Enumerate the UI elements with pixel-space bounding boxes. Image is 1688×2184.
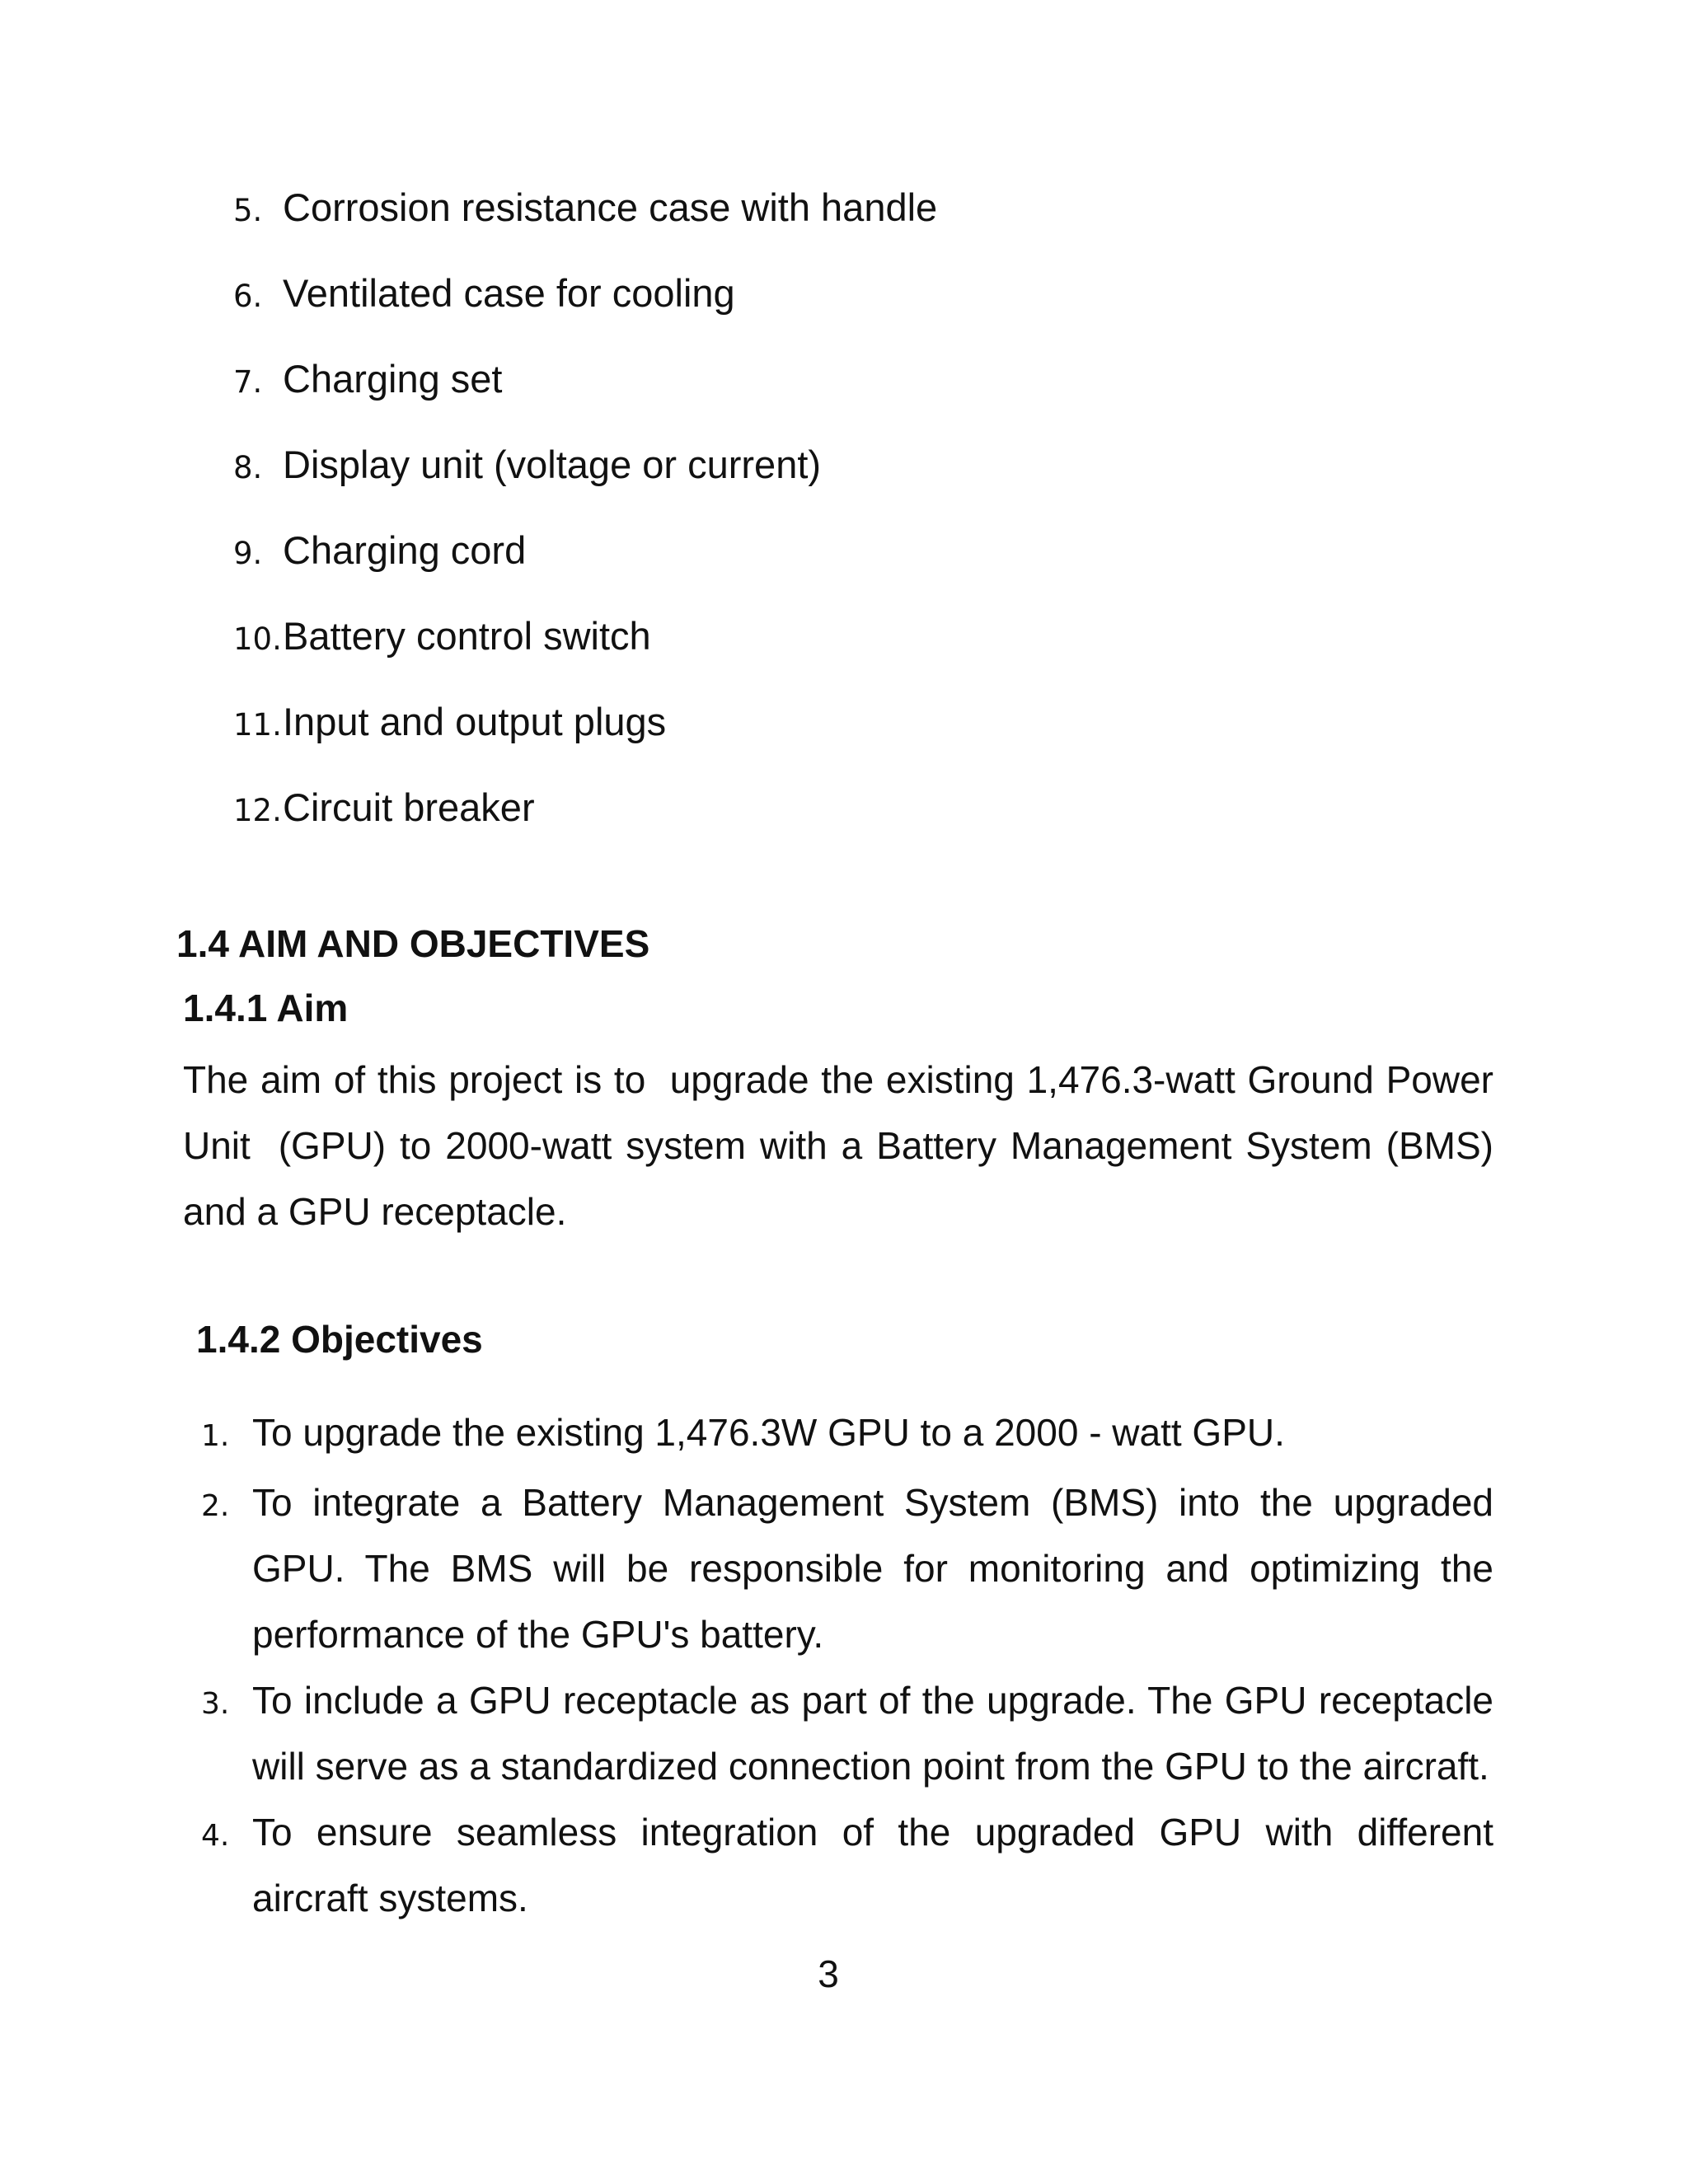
list-item-number: 3. [201, 1687, 230, 1721]
list-item-text: To ensure seamless integration of the upgraded GPU with different aircraft systems. [252, 1811, 1493, 1919]
list-item [201, 1667, 1493, 1799]
section-heading: 1.4 AIM AND OBJECTIVES [176, 922, 650, 965]
list-item-text: Ventilated case for cooling [283, 271, 735, 315]
list-item [233, 440, 937, 526]
list-item [233, 697, 937, 783]
list-item-text: To include a GPU receptacle as part of the upgrade. The GPU receptacle will serve as a standardized connection point from the GPU to the aircraft. [252, 1679, 1493, 1788]
list-item [233, 269, 937, 354]
list-item-text: Circuit breaker [283, 785, 535, 829]
list-item-number: 10. [233, 621, 282, 657]
list-item-number: 6. [233, 279, 263, 314]
list-item [233, 783, 937, 869]
list-item-number: 8. [233, 450, 263, 485]
list-item [233, 612, 937, 697]
list-item [201, 1469, 1493, 1667]
list-item-text: To upgrade the existing 1,476.3W GPU to a 2000 - watt GPU. [252, 1411, 1285, 1454]
list-item-number: 5. [233, 193, 263, 228]
list-item-number: 12. [233, 793, 282, 828]
list-item-text: Battery control switch [283, 614, 651, 658]
list-item-text: Display unit (voltage or current) [283, 443, 822, 486]
list-item-number: 7. [233, 364, 263, 400]
aim-paragraph: The aim of this project is to upgrade the existing 1,476.3-watt Ground Power Unit (GPU) to 2000-watt system with a Battery Management System (BMS) and a GPU receptacle. [183, 1058, 1504, 1233]
list-item [233, 183, 937, 269]
list-item-text: To integrate a Battery Management System (BMS) into the upgraded GPU. The BMS will be responsible for monitoring and optimizing the performance of the GPU's battery. [252, 1481, 1493, 1656]
list-item [201, 1399, 1493, 1469]
list-item-text: Input and output plugs [283, 700, 667, 743]
list-item-number: 1. [201, 1419, 230, 1453]
objectives-list [201, 1399, 1493, 1931]
list-item [233, 526, 937, 612]
list-item-text: Corrosion resistance case with handle [283, 185, 938, 229]
list-item-number: 9. [233, 536, 263, 571]
component-list [233, 183, 937, 869]
list-item [233, 354, 937, 440]
list-item [201, 1799, 1493, 1931]
list-item-text: Charging set [283, 357, 503, 401]
page-number: 3 [818, 1952, 839, 1995]
aim-heading: 1.4.1 Aim [183, 987, 349, 1029]
list-item-number: 11. [233, 707, 282, 743]
list-item-text: Charging cord [283, 528, 527, 572]
list-item-number: 4. [201, 1819, 230, 1853]
objectives-heading: 1.4.2 Objectives [196, 1318, 483, 1361]
list-item-number: 2. [201, 1489, 230, 1523]
